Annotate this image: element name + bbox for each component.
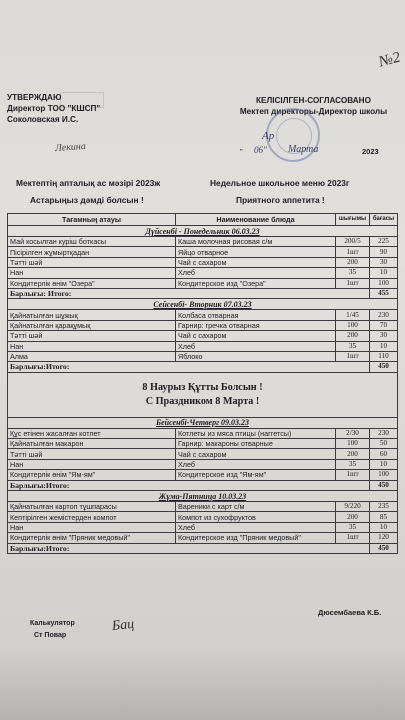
dish-price: 90: [370, 247, 398, 257]
total-value: 450: [370, 362, 398, 372]
dish-price: 30: [370, 331, 398, 341]
approve-title: УТВЕРЖДАЮ: [7, 93, 62, 102]
dish-price: 10: [370, 459, 398, 469]
col-name-ru: Наименование блюда: [176, 214, 336, 226]
dish-ru: Чай с сахаром: [176, 257, 336, 267]
dish-ru: Хлеб: [176, 268, 336, 278]
dish-ru: Котлеты из мяса птицы (наггетсы): [176, 428, 336, 438]
dish-out: 200: [336, 257, 370, 267]
dish-out: 35: [336, 268, 370, 278]
dish-ru: Хлеб: [176, 522, 336, 532]
table-row: [8, 237, 398, 247]
total-value: 455: [370, 288, 398, 298]
dish-out: 200: [336, 331, 370, 341]
dish-price: 110: [370, 351, 398, 361]
dish-ru: Кондитерское изд "Пряник медовый": [176, 533, 336, 543]
day-header-row: [8, 491, 398, 502]
day-title: Сейсенбі- Вторник 07.03.23: [8, 299, 398, 310]
gap-row: [8, 372, 398, 381]
dish-out: 1шт: [336, 533, 370, 543]
dish-out: 200/5: [336, 237, 370, 247]
approve-signature: Лекина: [54, 140, 87, 155]
dish-price: 50: [370, 439, 398, 449]
dish-kz: Нан: [8, 522, 176, 532]
table-row: [8, 533, 398, 543]
dish-kz: Тәтті шәй: [8, 449, 176, 459]
photo-shadow: [0, 650, 405, 720]
dish-kz: Құс етінен жасалған котлет: [8, 428, 176, 438]
dish-kz: Нан: [8, 268, 176, 278]
total-row: [8, 480, 398, 490]
total-label: Барлығы:Итого:: [8, 480, 370, 490]
table-row: [8, 470, 398, 480]
dish-price: 30: [370, 257, 398, 267]
table-row: [8, 351, 398, 361]
table-row: [8, 512, 398, 522]
table-row: [8, 278, 398, 288]
dish-price: 10: [370, 341, 398, 351]
dish-kz: Қайнатылған қарақұмық: [8, 320, 176, 330]
date-year: 2023: [362, 147, 379, 156]
footer-role-cook: Ст Повар: [34, 632, 67, 639]
dish-out: 1шт: [336, 247, 370, 257]
dish-out: 100: [336, 439, 370, 449]
corner-number: №2: [377, 49, 403, 71]
dish-ru: Яйцо отварное: [176, 247, 336, 257]
dish-out: 2/30: [336, 428, 370, 438]
dish-price: 235: [370, 502, 398, 512]
footer-signature: Бац: [111, 616, 135, 635]
table-row: [8, 257, 398, 267]
holiday-kz: 8 Наурыз Құтты Болсын !: [8, 381, 398, 395]
agree-position: Мектеп директоры-Директор школы: [239, 107, 388, 116]
dish-out: 35: [336, 522, 370, 532]
holiday-ru: С Праздником 8 Марта !: [8, 395, 398, 409]
dish-ru: Чай с сахаром: [176, 449, 336, 459]
dish-kz: Кондитерлік өнім "Ям-ям": [8, 470, 176, 480]
footer-role-calculator: Калькулятор: [30, 620, 75, 627]
day-header-row: [8, 417, 398, 428]
dish-out: 1шт: [336, 351, 370, 361]
col-price: бағасы: [370, 214, 398, 226]
dish-ru: Яблоко: [176, 351, 336, 361]
dish-kz: Май косылган куріш боткасы: [8, 237, 176, 247]
total-row: [8, 362, 398, 372]
table-header-row: [8, 214, 398, 226]
dish-ru: Колбаса отварная: [176, 310, 336, 320]
dish-out: 35: [336, 341, 370, 351]
day-header-row: [8, 299, 398, 310]
total-label: Барлығы: Итого:: [8, 288, 370, 298]
footer-name: Дюсембаева К.Б.: [318, 608, 382, 617]
total-value: 450: [370, 543, 398, 553]
dish-price: 225: [370, 237, 398, 247]
menu-table: [7, 213, 398, 554]
dish-price: 60: [370, 449, 398, 459]
total-value: 450: [370, 480, 398, 490]
dish-price: 230: [370, 428, 398, 438]
date-quote: ": [240, 147, 243, 156]
table-row: [8, 331, 398, 341]
dish-ru: Чай с сахаром: [176, 331, 336, 341]
table-row: [8, 449, 398, 459]
wish-ru: Приятного аппетита !: [236, 195, 325, 205]
dish-price: 100: [370, 470, 398, 480]
approve-position: Директор ТОО "КШСП": [7, 104, 101, 113]
dish-out: 9/220: [336, 502, 370, 512]
approve-block: [7, 92, 157, 125]
gap-row: [8, 409, 398, 418]
dish-kz: Тәтті шәй: [8, 331, 176, 341]
table-row: [8, 502, 398, 512]
total-row: [8, 288, 398, 298]
dish-kz: Алма: [8, 351, 176, 361]
dish-ru: Каша молочная рисовая с/м: [176, 237, 336, 247]
dish-out: 1/45: [336, 310, 370, 320]
table-row: [8, 439, 398, 449]
dish-ru: Гарнир: макароны отварные: [176, 439, 336, 449]
dish-price: 85: [370, 512, 398, 522]
date-day: 06": [254, 145, 267, 155]
dish-price: 10: [370, 522, 398, 532]
day-title: Жұма-Пятница 10.03.23: [8, 491, 398, 502]
table-row: [8, 341, 398, 351]
dish-kz: Қайнатылған макарон: [8, 439, 176, 449]
dish-kz: Нан: [8, 459, 176, 469]
day-title: Дүйсенбі - Понедельник 06.03.23: [8, 226, 398, 237]
dish-kz: Қайнатылған шұжық: [8, 310, 176, 320]
dish-kz: Кондитерлік өнім "Озера": [8, 278, 176, 288]
total-label: Барлығы:Итого:: [8, 362, 370, 372]
dish-kz: Кондитерлік өнім "Пряник медовый": [8, 533, 176, 543]
dish-ru: Компот из сухофруктов: [176, 512, 336, 522]
agree-block: [226, 95, 401, 117]
dish-ru: Гарнир: гречка отварная: [176, 320, 336, 330]
dish-out: 35: [336, 459, 370, 469]
holiday-row: [8, 381, 398, 395]
table-row: [8, 522, 398, 532]
dish-out: 200: [336, 512, 370, 522]
day-header-row: [8, 226, 398, 237]
menu-title-ru: Недельное школьное меню 2023г: [210, 178, 350, 188]
dish-kz: Кептірілген жемістерден компот: [8, 512, 176, 522]
dish-kz: Пісірілген жұмыртқадан: [8, 247, 176, 257]
dish-out: 100: [336, 320, 370, 330]
dish-price: 100: [370, 278, 398, 288]
table-row: [8, 428, 398, 438]
table-row: [8, 268, 398, 278]
day-title: Бейсенбі-Четверг 09.03.23: [8, 417, 398, 428]
menu-title-kz: Мектептің апталық ас мәзірі 2023ж: [16, 178, 161, 188]
dish-kz: Қайнатылған картоп тұшпарасы: [8, 502, 176, 512]
dish-out: 1шт: [336, 470, 370, 480]
dish-ru: Кондитерское изд "Ям-ям": [176, 470, 336, 480]
agree-title: КЕЛІСІЛГЕН-СОГЛАСОВАНО: [256, 96, 371, 105]
dish-out: 1шт: [336, 278, 370, 288]
total-row: [8, 543, 398, 553]
dish-ru: Кондитерское изд "Озера": [176, 278, 336, 288]
holiday-row: [8, 395, 398, 409]
date-month: Марта: [288, 144, 319, 155]
dish-price: 10: [370, 268, 398, 278]
total-label: Барлығы:Итого:: [8, 543, 370, 553]
dish-ru: Хлеб: [176, 459, 336, 469]
table-row: [8, 320, 398, 330]
dish-kz: Нан: [8, 341, 176, 351]
table-row: [8, 310, 398, 320]
dish-kz: Тәтті шәй: [8, 257, 176, 267]
dish-out: 200: [336, 449, 370, 459]
table-row: [8, 247, 398, 257]
dish-price: 120: [370, 533, 398, 543]
dish-ru: Хлеб: [176, 341, 336, 351]
table-row: [8, 459, 398, 469]
dish-price: 230: [370, 310, 398, 320]
dish-ru: Вареники с карт с/м: [176, 502, 336, 512]
footer-roles: [30, 618, 75, 642]
dish-price: 70: [370, 320, 398, 330]
col-out: шығымы: [336, 214, 370, 226]
wish-kz: Астарыңыз дәмді болсын !: [30, 195, 144, 205]
approve-name: Соколовская И.С.: [7, 115, 79, 124]
col-name-kz: Тағамның атауы: [8, 214, 176, 226]
agree-signature: Ар: [262, 130, 275, 142]
